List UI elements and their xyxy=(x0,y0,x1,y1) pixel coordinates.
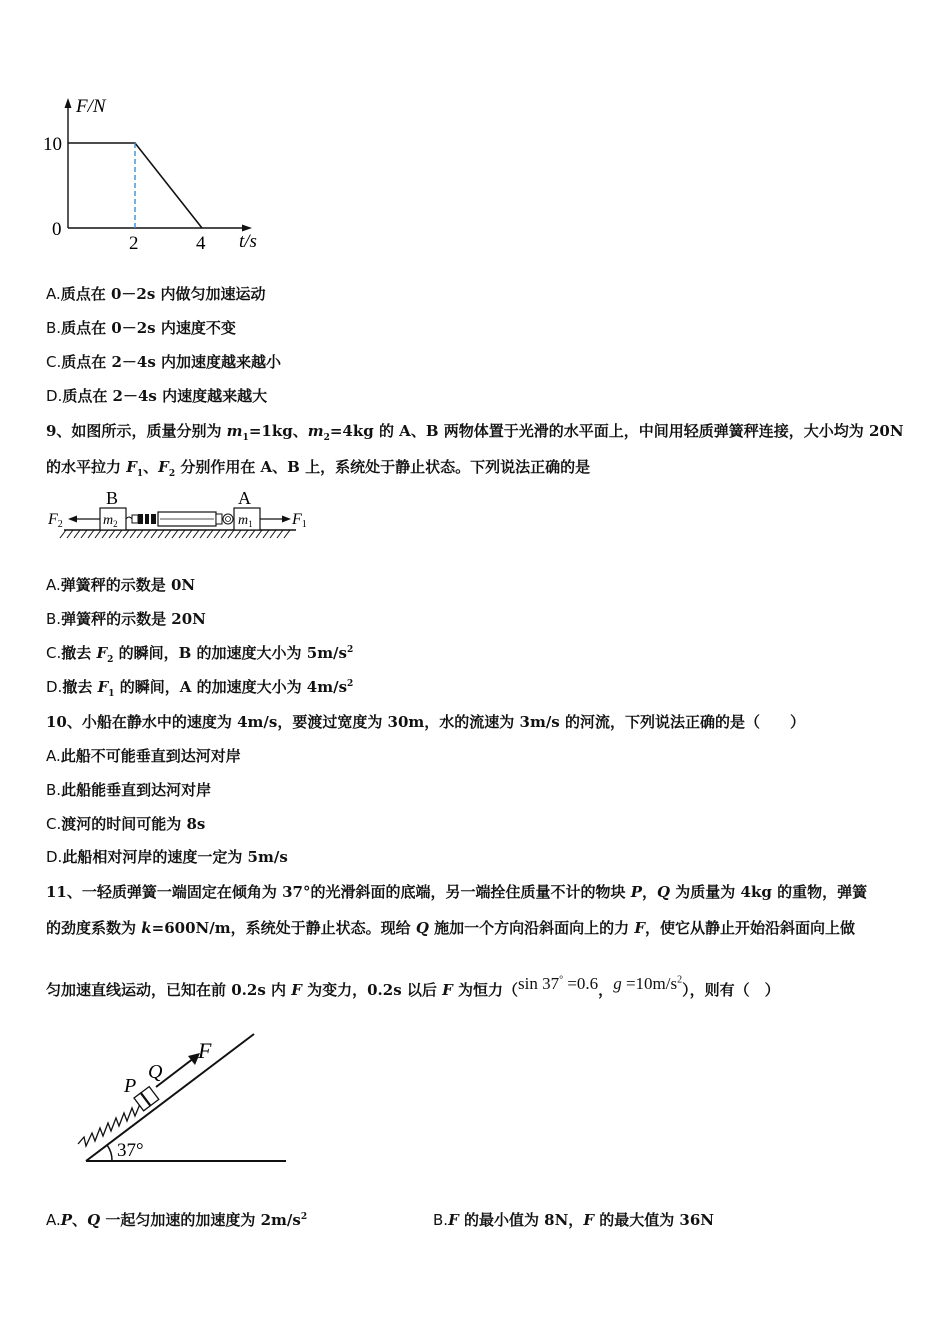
stem-text: 的劲度系数为 xyxy=(46,919,142,937)
spring-scale xyxy=(126,512,233,526)
q11-option-a[interactable] xyxy=(46,1209,307,1231)
stem-text: =1kg、 xyxy=(248,422,308,440)
stem-text: 9、如图所示，质量分别为 xyxy=(46,422,227,440)
option-text: 质点在 0－2s 内做匀加速运动 xyxy=(60,285,266,303)
f-symbol: F xyxy=(583,1211,594,1229)
y-axis-label: F/N xyxy=(76,96,106,117)
q9-option-c[interactable] xyxy=(46,642,353,664)
stem-text: ），则有（ ） xyxy=(682,981,780,999)
q11-option-b[interactable] xyxy=(433,1209,714,1231)
option-text: 撤去 xyxy=(62,678,98,696)
option-prefix: B. xyxy=(46,610,62,628)
q9-option-d[interactable] xyxy=(46,676,353,698)
q11-stem-line1 xyxy=(46,881,867,903)
q8-option-b[interactable] xyxy=(46,317,236,339)
x-tick-4: 4 xyxy=(196,233,206,254)
block-b-mass: $m_2$ xyxy=(103,513,118,529)
p-label: P xyxy=(124,1075,137,1097)
option-text: 质点在 2－4s 内速度越来越大 xyxy=(62,387,268,405)
m1-subscript: 1 xyxy=(242,433,249,443)
unit-superscript: 2 xyxy=(300,1212,308,1222)
q8-option-d[interactable] xyxy=(46,385,267,407)
f-symbol: F xyxy=(448,1211,459,1229)
f-symbol: F xyxy=(96,644,108,662)
q10-stem: 10、小船在静水中的速度为 4m/s，要渡过宽度为 30m，水的流速为 3m/s 的河流，下列说法正确的是（ ） xyxy=(46,713,805,731)
q-symbol: Q xyxy=(415,919,429,937)
f-symbol: F xyxy=(291,981,302,999)
stem-text: ，使它从静止开始沿斜面向上做 xyxy=(645,919,856,937)
y-tick-10: 10 xyxy=(43,134,62,155)
option-text: 弹簧秤的示数是 20N xyxy=(61,610,206,628)
option-prefix: C. xyxy=(46,644,62,662)
f-symbol: F xyxy=(97,678,109,696)
option-text: 渡河的时间可能为 8s xyxy=(61,815,206,833)
q-label: Q xyxy=(148,1061,163,1083)
angle-label: 37° xyxy=(117,1140,144,1161)
force-time-graph xyxy=(0,0,950,260)
q-symbol: Q xyxy=(87,1211,101,1229)
f1-label: F1 xyxy=(292,511,307,530)
option-prefix: D. xyxy=(46,848,63,866)
f-subscript: 1 xyxy=(108,689,115,699)
m1-symbol: m xyxy=(226,422,243,440)
q11-stem-line2 xyxy=(46,917,855,939)
stem-text: 为质量为 4kg 的重物，弹簧 xyxy=(670,883,868,901)
stem-text: 11、一轻质弹簧一端固定在倾角为 37°的光滑斜面的底端，另一端拴住质量不计的物块 xyxy=(46,883,631,901)
unit-superscript: 2 xyxy=(347,679,354,689)
q9-stem-line1 xyxy=(46,420,904,442)
q10-option-c[interactable] xyxy=(46,813,205,835)
option-prefix: A. xyxy=(46,285,61,303)
label-a: A xyxy=(238,488,251,508)
stem-text: 匀加速直线运动，已知在前 0.2s 内 xyxy=(46,981,292,999)
q9-option-a[interactable] xyxy=(46,574,195,596)
option-text: 质点在 0－2s 内速度不变 xyxy=(61,319,236,337)
option-text: 的最小值为 8N， xyxy=(458,1211,584,1229)
angle-arc xyxy=(107,1145,112,1161)
k-symbol: k xyxy=(141,919,152,937)
option-prefix: B. xyxy=(46,781,62,799)
q9-stem-line2 xyxy=(46,456,590,478)
q8-option-a[interactable] xyxy=(46,283,266,305)
p-symbol: P xyxy=(630,883,642,901)
option-prefix: B. xyxy=(433,1211,449,1229)
stem-text: 为变力，0.2s 以后 xyxy=(301,981,443,999)
x-tick-2: 2 xyxy=(129,233,139,254)
option-prefix: C. xyxy=(46,815,62,833)
formula-sin: sin 37° =0.6 xyxy=(517,974,599,993)
option-text: 此船不可能垂直到达河对岸 xyxy=(60,747,241,765)
q10-option-a[interactable] xyxy=(46,745,241,767)
q11-stem-line3 xyxy=(46,974,780,1001)
f1-arrowhead xyxy=(282,516,291,523)
m2-subscript: 2 xyxy=(323,433,330,443)
option-prefix: A. xyxy=(46,1211,61,1229)
option-text: 弹簧秤的示数是 0N xyxy=(60,576,196,594)
x-axis-label: t/s xyxy=(239,231,257,252)
option-text: 、 xyxy=(72,1211,88,1229)
stem-text: =4kg 的 A、B 两物体置于光滑的水平面上，中间用轻质弹簧秤连接，大小均为 20N xyxy=(329,422,904,440)
option-prefix: D. xyxy=(46,387,63,405)
f-subscript: 2 xyxy=(107,655,114,665)
f2-symbol: F xyxy=(158,458,169,476)
option-text: 的最大值为 36N xyxy=(593,1211,714,1229)
option-text: 此船能垂直到达河对岸 xyxy=(61,781,212,799)
q9-option-b[interactable] xyxy=(46,608,206,630)
option-text: 的瞬间，B 的加速度大小为 5m/s xyxy=(113,644,347,662)
incline-figure xyxy=(0,1020,950,1170)
f1-symbol: F xyxy=(126,458,137,476)
formula-g: $g =10m/s^2$ xyxy=(613,974,683,993)
incline-surface xyxy=(86,1034,254,1161)
option-prefix: D. xyxy=(46,678,63,696)
stem-text: ， xyxy=(641,883,657,901)
q10-option-d[interactable] xyxy=(46,846,288,868)
option-prefix: A. xyxy=(46,747,61,765)
option-prefix: B. xyxy=(46,319,62,337)
option-prefix: A. xyxy=(46,576,61,594)
option-text: 的瞬间，A 的加速度大小为 4m/s xyxy=(114,678,348,696)
stem-text: ， xyxy=(598,981,614,999)
f2-label: F2 xyxy=(48,511,63,530)
option-text: 质点在 2－4s 内加速度越来越小 xyxy=(61,353,282,371)
q10-option-b[interactable] xyxy=(46,779,211,801)
f2-arrowhead xyxy=(68,516,77,523)
q-symbol: Q xyxy=(657,883,671,901)
option-text: 撤去 xyxy=(61,644,97,662)
stem-text: 分别作用在 A、B 上，系统处于静止状态。下列说法正确的是 xyxy=(175,458,591,476)
option-text: 此船相对河岸的速度一定为 5m/s xyxy=(62,848,288,866)
stem-text: =600N/m，系统处于静止状态。现给 xyxy=(151,919,416,937)
q8-option-c[interactable] xyxy=(46,351,281,373)
stem-text: 施加一个方向沿斜面向上的力 xyxy=(428,919,635,937)
f2-subscript: 2 xyxy=(168,469,176,479)
ground-hatching xyxy=(60,530,290,538)
spring-scale-figure xyxy=(0,486,950,548)
option-text: 一起匀加速的加速度为 2m/s xyxy=(100,1211,301,1229)
y-axis-arrow xyxy=(65,98,72,108)
stem-text: 为恒力（ xyxy=(452,981,518,999)
unit-superscript: 2 xyxy=(346,645,354,655)
block-a-mass: $m_1$ xyxy=(238,513,253,529)
f-symbol: F xyxy=(634,919,645,937)
p-symbol: P xyxy=(60,1211,73,1229)
m2-symbol: m xyxy=(307,422,324,440)
stem-text: 、 xyxy=(143,458,159,476)
f1-subscript: 1 xyxy=(136,469,144,479)
option-prefix: C. xyxy=(46,353,62,371)
stem-text: 的水平拉力 xyxy=(46,458,127,476)
f-label: F xyxy=(198,1038,212,1063)
f-symbol: F xyxy=(442,981,453,999)
y-tick-0: 0 xyxy=(52,219,62,240)
label-b: B xyxy=(106,488,119,508)
